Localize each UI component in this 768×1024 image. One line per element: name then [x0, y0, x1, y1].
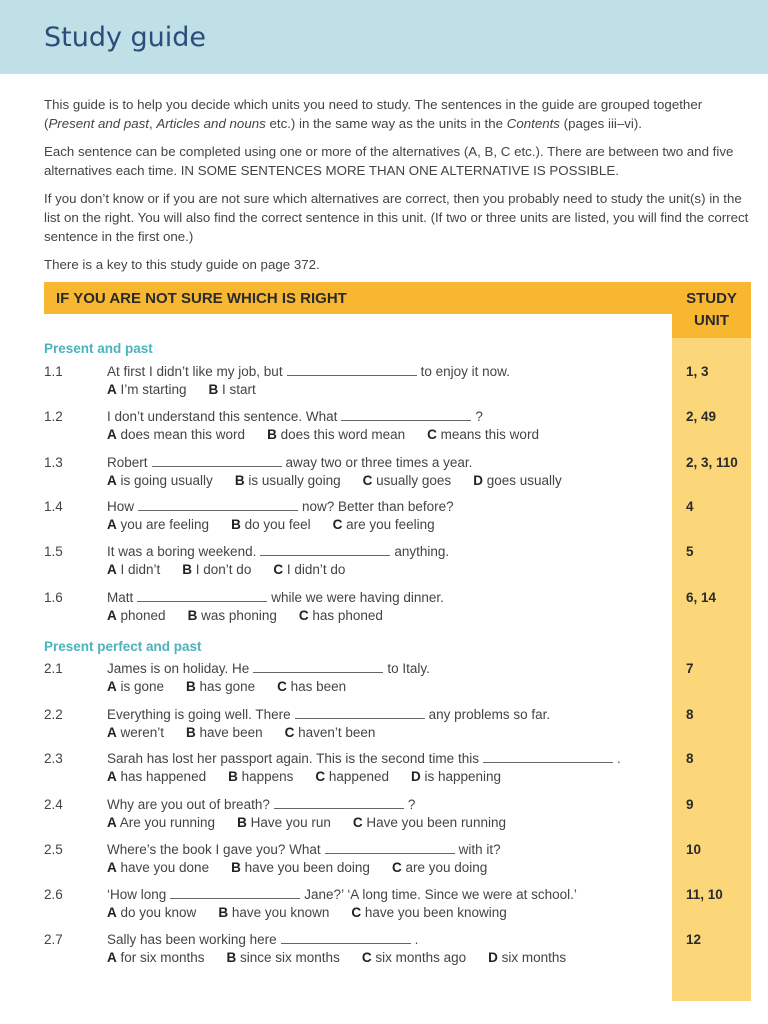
- question-sentence: [107, 932, 418, 947]
- option-letter: C: [362, 473, 373, 488]
- answer-option: [107, 860, 209, 875]
- option-text: Have you run: [246, 815, 331, 830]
- option-text: have you been doing: [240, 860, 370, 875]
- option-letter: C: [332, 517, 343, 532]
- answer-option: [277, 679, 346, 694]
- answer-option: [107, 517, 209, 532]
- study-unit-number: 2, 49: [686, 409, 717, 424]
- option-text: has been: [286, 679, 347, 694]
- answer-option: [273, 562, 345, 577]
- answer-blank: [341, 411, 471, 421]
- answer-option: [209, 382, 256, 397]
- answer-options: [107, 905, 529, 920]
- intro-paragraph-2: Each sentence can be completed using one or more of the alternatives (A, B, C etc.). There are between two and five alternatives each time. IN SOME SENTENCES MORE THAN ONE ALTERNATIVE IS POSSIBLE.: [44, 144, 734, 178]
- question-sentence: [107, 409, 483, 424]
- question-text-before: Why are you out of breath?: [107, 797, 270, 812]
- option-text: for six months: [116, 950, 205, 965]
- option-text: has gone: [195, 679, 256, 694]
- option-letter: B: [208, 382, 219, 397]
- question-item: [44, 661, 744, 701]
- option-letter: B: [226, 950, 237, 965]
- question-number: 1.5: [44, 544, 63, 559]
- option-text: have you been knowing: [361, 905, 507, 920]
- intro-text-part: etc.) in the same way as the units in the: [265, 116, 507, 131]
- option-letter: C: [277, 679, 287, 694]
- option-letter: D: [473, 473, 483, 488]
- answer-blank: [274, 799, 404, 809]
- question-text-after: ?: [475, 409, 483, 424]
- question-item: [44, 364, 744, 404]
- study-unit-number: 12: [686, 932, 702, 947]
- option-text: do you feel: [240, 517, 311, 532]
- answer-option: [107, 679, 164, 694]
- answer-option: [228, 769, 293, 784]
- option-letter: B: [218, 905, 229, 920]
- question-text-before: Sally has been working here: [107, 932, 277, 947]
- option-letter: A: [107, 725, 117, 740]
- intro-paragraph-1: [44, 95, 756, 133]
- question-item: [44, 499, 744, 539]
- answer-options: [107, 950, 588, 965]
- answer-option: [237, 815, 331, 830]
- question-item: [44, 409, 744, 449]
- answer-option: [182, 562, 251, 577]
- answer-option: [285, 725, 376, 740]
- question-text-before: Where’s the book I gave you? What: [107, 842, 321, 857]
- question-item: [44, 590, 744, 630]
- intro-text-part: (pages iii–vi).: [559, 116, 642, 131]
- option-letter: A: [107, 905, 117, 920]
- question-item: [44, 797, 744, 837]
- answer-option: [107, 725, 164, 740]
- question-text-before: How: [107, 499, 135, 514]
- option-letter: B: [182, 562, 193, 577]
- answer-options: [107, 769, 523, 784]
- answer-blank: [137, 592, 267, 602]
- study-unit-number: 9: [686, 797, 694, 812]
- answer-option: [186, 679, 255, 694]
- answer-option: [218, 905, 329, 920]
- intro-paragraph-3: If you don’t know or if you are not sure which alternatives are correct, then you probably need to study the unit(s) in the list on the right. You will also find the correct sentence in this unit. (If two or three units are listed, you will find the correct sentence in the first one.): [44, 191, 749, 244]
- question-sentence: [107, 544, 449, 559]
- question-number: 1.6: [44, 590, 63, 605]
- option-text: goes usually: [482, 473, 562, 488]
- question-sentence: [107, 455, 472, 470]
- option-text: haven’t been: [294, 725, 376, 740]
- answer-option: [235, 473, 341, 488]
- answer-option: [107, 769, 206, 784]
- option-letter: C: [298, 608, 309, 623]
- answer-options: [107, 382, 278, 397]
- question-number: 2.3: [44, 751, 63, 766]
- answer-option: [231, 517, 311, 532]
- question-item: [44, 707, 744, 747]
- option-text: is gone: [116, 679, 165, 694]
- option-text: Are you running: [116, 815, 216, 830]
- question-text-after: .: [414, 932, 419, 947]
- option-letter: B: [267, 427, 277, 442]
- answer-option: [333, 517, 435, 532]
- question-text-before: Robert: [107, 455, 148, 470]
- question-number: 2.4: [44, 797, 63, 812]
- question-item: [44, 842, 744, 882]
- answer-option: [427, 427, 539, 442]
- answer-option: [411, 769, 501, 784]
- answer-option: [473, 473, 562, 488]
- option-text: means this word: [436, 427, 539, 442]
- option-text: usually goes: [372, 473, 452, 488]
- option-text: I didn’t do: [283, 562, 346, 577]
- answer-option: [267, 427, 405, 442]
- question-number: 1.1: [44, 364, 63, 379]
- question-sentence: [107, 499, 454, 514]
- study-unit-header: [672, 282, 751, 338]
- option-letter: A: [107, 815, 117, 830]
- study-unit-number: 2, 3, 110: [686, 455, 738, 470]
- option-letter: A: [107, 679, 117, 694]
- answer-option: [107, 905, 196, 920]
- option-text: I’m starting: [116, 382, 187, 397]
- option-letter: B: [186, 725, 196, 740]
- option-text: was phoning: [197, 608, 277, 623]
- option-letter: A: [107, 382, 117, 397]
- study-unit-number: 8: [686, 751, 694, 766]
- answer-option: [227, 950, 340, 965]
- option-letter: B: [237, 815, 247, 830]
- answer-option: [315, 769, 389, 784]
- option-letter: A: [107, 427, 117, 442]
- intro-text: [44, 95, 756, 283]
- question-sentence: [107, 364, 510, 379]
- option-text: is happening: [420, 769, 502, 784]
- option-text: do you know: [116, 905, 197, 920]
- page-header: [0, 0, 768, 74]
- option-letter: D: [410, 769, 421, 784]
- option-text: is usually going: [244, 473, 341, 488]
- option-letter: C: [351, 905, 362, 920]
- answer-option: [488, 950, 566, 965]
- answer-blank: [483, 753, 613, 763]
- answer-blank: [253, 663, 383, 673]
- option-text: are you feeling: [342, 517, 435, 532]
- answer-option: [107, 382, 187, 397]
- question-text-after: any problems so far.: [428, 707, 551, 722]
- answer-options: [107, 815, 528, 830]
- table-header-title: IF YOU ARE NOT SURE WHICH IS RIGHT: [56, 290, 347, 307]
- question-number: 2.2: [44, 707, 63, 722]
- option-letter: A: [107, 517, 117, 532]
- question-text-before: At first I didn’t like my job, but: [107, 364, 283, 379]
- answer-option: [107, 473, 213, 488]
- question-text-after: .: [616, 751, 621, 766]
- option-text: have been: [195, 725, 263, 740]
- option-letter: A: [107, 562, 117, 577]
- option-letter: D: [488, 950, 498, 965]
- intro-italic: Present and past: [48, 116, 149, 131]
- option-letter: C: [361, 950, 372, 965]
- question-number: 2.5: [44, 842, 63, 857]
- answer-options: [107, 608, 405, 623]
- option-text: have you done: [116, 860, 210, 875]
- question-sentence: [107, 661, 430, 676]
- section-title: Present perfect and past: [44, 639, 202, 654]
- answer-blank: [260, 546, 390, 556]
- option-text: Have you been running: [362, 815, 506, 830]
- question-item: [44, 455, 744, 495]
- intro-paragraph-4: There is a key to this study guide on page 372.: [44, 257, 320, 272]
- answer-options: [107, 427, 561, 442]
- answer-option: [188, 608, 277, 623]
- study-unit-number: 4: [686, 499, 694, 514]
- study-unit-number: 11, 10: [686, 887, 723, 902]
- question-text-after: now? Better than before?: [302, 499, 454, 514]
- answer-options: [107, 679, 368, 694]
- answer-option: [107, 562, 160, 577]
- option-letter: A: [107, 950, 117, 965]
- option-text: you are feeling: [116, 517, 210, 532]
- option-text: since six months: [236, 950, 340, 965]
- option-text: have you known: [228, 905, 330, 920]
- answer-option: [363, 473, 452, 488]
- study-unit-number: 6, 14: [686, 590, 717, 605]
- answer-option: [392, 860, 487, 875]
- question-text-before: James is on holiday. He: [107, 661, 250, 676]
- answer-option: [107, 815, 215, 830]
- question-number: 1.2: [44, 409, 63, 424]
- answer-option: [299, 608, 383, 623]
- question-text-after: to Italy.: [387, 661, 430, 676]
- question-item: [44, 544, 744, 584]
- answer-option: [186, 725, 263, 740]
- option-letter: A: [107, 769, 117, 784]
- intro-text-part: ,: [148, 116, 157, 131]
- answer-blank: [325, 844, 455, 854]
- option-text: has phoned: [308, 608, 383, 623]
- study-unit-header-line-1: STUDY: [686, 290, 737, 307]
- option-text: phoned: [116, 608, 166, 623]
- option-letter: B: [231, 517, 241, 532]
- question-item: [44, 751, 744, 791]
- question-sentence: [107, 887, 577, 902]
- option-text: six months: [497, 950, 567, 965]
- question-item: [44, 932, 744, 972]
- option-text: happens: [237, 769, 294, 784]
- table-header: [44, 282, 750, 338]
- answer-option: [107, 608, 166, 623]
- question-text-after: ?: [407, 797, 416, 812]
- question-number: 1.4: [44, 499, 63, 514]
- answer-option: [107, 950, 205, 965]
- question-sentence: [107, 797, 415, 812]
- option-letter: B: [186, 679, 196, 694]
- page-title: Study guide: [44, 22, 207, 53]
- answer-blank: [138, 501, 298, 511]
- option-letter: B: [228, 769, 238, 784]
- question-text-after: while we were having dinner.: [271, 590, 444, 605]
- answer-blank: [170, 889, 300, 899]
- question-text-before: Sarah has lost her passport again. This is the second time this: [107, 751, 479, 766]
- option-letter: C: [284, 725, 295, 740]
- answer-options: [107, 562, 367, 577]
- option-text: I start: [218, 382, 256, 397]
- question-text-after: with it?: [458, 842, 501, 857]
- question-text-before: ‘How long: [107, 887, 167, 902]
- option-letter: B: [187, 608, 198, 623]
- option-text: does this word mean: [276, 427, 406, 442]
- question-sentence: [107, 842, 501, 857]
- answer-option: [231, 860, 370, 875]
- option-letter: A: [107, 860, 117, 875]
- study-unit-header-line-2: UNIT: [694, 312, 729, 329]
- question-sentence: [107, 707, 550, 722]
- answer-options: [107, 725, 397, 740]
- answer-option: [353, 815, 506, 830]
- question-sentence: [107, 751, 621, 766]
- option-text: has happened: [116, 769, 207, 784]
- question-sentence: [107, 590, 444, 605]
- answer-options: [107, 473, 584, 488]
- study-unit-number: 7: [686, 661, 694, 676]
- option-letter: C: [352, 815, 363, 830]
- answer-option: [107, 427, 245, 442]
- option-letter: B: [234, 473, 245, 488]
- option-letter: C: [315, 769, 326, 784]
- option-text: I didn’t: [116, 562, 161, 577]
- question-text-after: anything.: [394, 544, 450, 559]
- option-letter: C: [427, 427, 437, 442]
- question-text-after: Jane?’ ‘A long time. Since we were at school.’: [304, 887, 577, 902]
- option-letter: A: [107, 608, 117, 623]
- answer-blank: [152, 457, 282, 467]
- question-item: [44, 887, 744, 927]
- study-unit-number: 8: [686, 707, 694, 722]
- intro-text-part: This guide is to help you decide which units you need to study. The sentences in the guide are grouped together (: [44, 97, 703, 131]
- question-text-after: to enjoy it now.: [420, 364, 510, 379]
- study-unit-number: 1, 3: [686, 364, 709, 379]
- option-letter: B: [231, 860, 241, 875]
- option-letter: C: [273, 562, 284, 577]
- question-text-after: away two or three times a year.: [285, 455, 473, 470]
- answer-blank: [287, 366, 417, 376]
- question-text-before: Everything is going well. There: [107, 707, 291, 722]
- answer-option: [351, 905, 506, 920]
- answer-options: [107, 517, 457, 532]
- question-number: 2.6: [44, 887, 63, 902]
- option-text: is going usually: [116, 473, 213, 488]
- question-text-before: I don’t understand this sentence. What: [107, 409, 338, 424]
- option-letter: C: [391, 860, 402, 875]
- study-unit-number: 5: [686, 544, 694, 559]
- question-number: 1.3: [44, 455, 63, 470]
- answer-blank: [295, 709, 425, 719]
- question-text-before: It was a boring weekend.: [107, 544, 257, 559]
- section-title: Present and past: [44, 341, 153, 356]
- option-letter: A: [107, 473, 117, 488]
- option-text: does mean this word: [116, 427, 246, 442]
- option-text: six months ago: [371, 950, 467, 965]
- intro-italic: Contents: [506, 116, 560, 131]
- question-number: 2.7: [44, 932, 63, 947]
- study-unit-number: 10: [686, 842, 702, 857]
- option-text: I don’t do: [192, 562, 252, 577]
- option-text: are you doing: [401, 860, 488, 875]
- intro-italic: Articles and nouns: [156, 116, 266, 131]
- question-text-before: Matt: [107, 590, 134, 605]
- option-text: weren’t: [116, 725, 165, 740]
- option-text: happened: [325, 769, 389, 784]
- answer-options: [107, 860, 509, 875]
- answer-blank: [281, 934, 411, 944]
- question-number: 2.1: [44, 661, 63, 676]
- answer-option: [362, 950, 466, 965]
